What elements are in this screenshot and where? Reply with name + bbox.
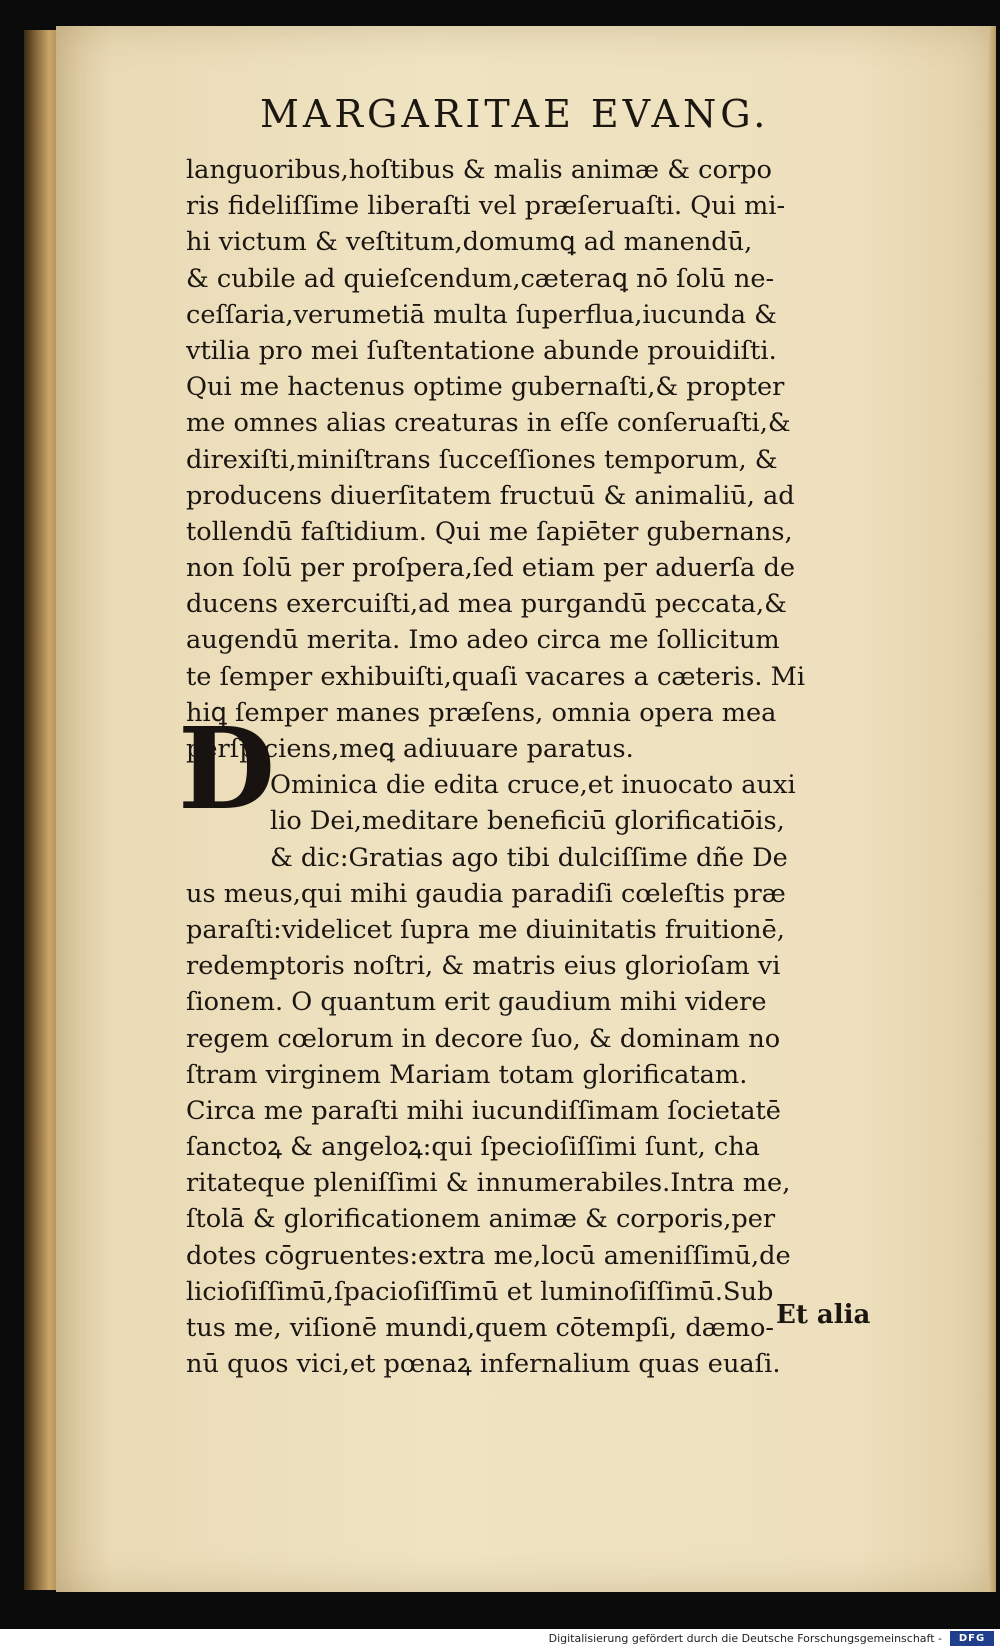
text-line: ris fideliſſime liberaſti vel præſeruaſti. Qui mi- <box>186 191 786 222</box>
text-line: te ſemper exhibuiſti,quaſi vacares a cæteris. Mi <box>186 661 806 692</box>
book-binding-edge <box>24 30 60 1590</box>
paragraph-two-line: ſtram virginem Mariam totam glorificatam. <box>186 1059 748 1090</box>
text-line: tollendū faſtidium. Qui me ſapiēter gubernans, <box>186 516 793 547</box>
text-line: ceſſaria,verumetiā multa ſuperflua,iucunda & <box>186 299 777 330</box>
paragraph-two-line: Ominica die edita cruce,et inuocato auxi <box>270 770 796 801</box>
text-line: augendū merita. Imo adeo circa me ſollicitum <box>186 625 780 656</box>
body-text <box>186 152 886 1382</box>
digitization-footer <box>0 1629 1000 1649</box>
text-line: perſpiciens,meꝗ adiuuare paratus. <box>186 734 634 764</box>
text-line: hiꝗ ſemper manes præſens, omnia opera mea <box>186 697 777 728</box>
text-line: vtilia pro mei ſuſtentatione abunde prouidiſti. <box>186 335 777 366</box>
paragraph-two-line: us meus,qui mihi gaudia paradiſi cœleſtis præ <box>186 878 786 909</box>
funding-credit: Digitalisierung gefördert durch die Deutsche Forschungsgemeinschaft - <box>548 1632 942 1645</box>
text-line: languoribus,hoſtibus & malis animæ & corpo <box>186 155 772 185</box>
paragraph-two-line: paraſti:videlicet ſupra me diuinitatis fruitionē, <box>186 914 785 945</box>
paragraph-two-line: licioſiſſimū,ſpacioſiſſimū et luminoſiſſimū.Sub <box>186 1276 774 1307</box>
running-header: MARGARITAE EVANG. <box>260 92 770 136</box>
paragraph-two-line: ſtolā & glorificationem animæ & corporis,per <box>186 1204 776 1235</box>
paragraph-two-line: Circa me paraſti mihi iucundiſſimam ſocietatē <box>186 1095 781 1126</box>
drop-cap-initial: D <box>178 704 276 835</box>
catchword: Et alia <box>776 1300 871 1330</box>
paragraph-two-line: & dic:Gratias ago tibi dulciſſime dñe De <box>270 842 788 873</box>
paragraph-two-line: redemptoris noſtri, & matris eius glorioſam vi <box>186 951 781 982</box>
paragraph-two-line: ſanctoꝝ & angeloꝝ:qui ſpecioſiſſimi ſunt, cha <box>186 1132 760 1163</box>
text-line: Qui me hactenus optime gubernaſti,& propter <box>186 372 785 403</box>
text-line: me omnes alias creaturas in eſſe conſeruaſti,& <box>186 408 791 439</box>
paragraph-two-line: tus me, viſionē mundi,quem cōtempſi, dæmo- <box>186 1313 775 1343</box>
text-line: producens diuerſitatem fructuū & animaliū, ad <box>186 480 795 511</box>
text-line: hi victum & veſtitum,domumꝗ ad manendū, <box>186 227 753 258</box>
text-line: non ſolū per proſpera,ſed etiam per aduerſa de <box>186 553 795 584</box>
dfg-logo-icon[interactable]: DFG <box>950 1631 994 1646</box>
page-right-edge <box>988 26 996 1592</box>
paragraph-two-line: ritateque pleniſſimi & innumerabiles.Intra me, <box>186 1168 791 1199</box>
text-line: direxiſti,miniſtrans ſucceſſiones temporum, & <box>186 444 778 475</box>
paragraph-two-line: nū quos vici,et pœnaꝝ infernalium quas euaſi. <box>186 1349 781 1380</box>
text-line: & cubile ad quieſcendum,cæteraꝗ nō ſolū ne- <box>186 263 775 294</box>
text-line: ducens exercuiſti,ad mea purgandū peccata,& <box>186 589 787 620</box>
paragraph-two-line: ſionem. O quantum erit gaudium mihi videre <box>186 987 767 1018</box>
paragraph-two-line: dotes cōgruentes:extra me,locū ameniſſimū,de <box>186 1240 791 1271</box>
paragraph-two-line: regem cœlorum in decore ſuo, & dominam no <box>186 1023 781 1054</box>
paragraph-two-line: lio Dei,meditare beneficiū glorificatiōis, <box>270 806 785 837</box>
